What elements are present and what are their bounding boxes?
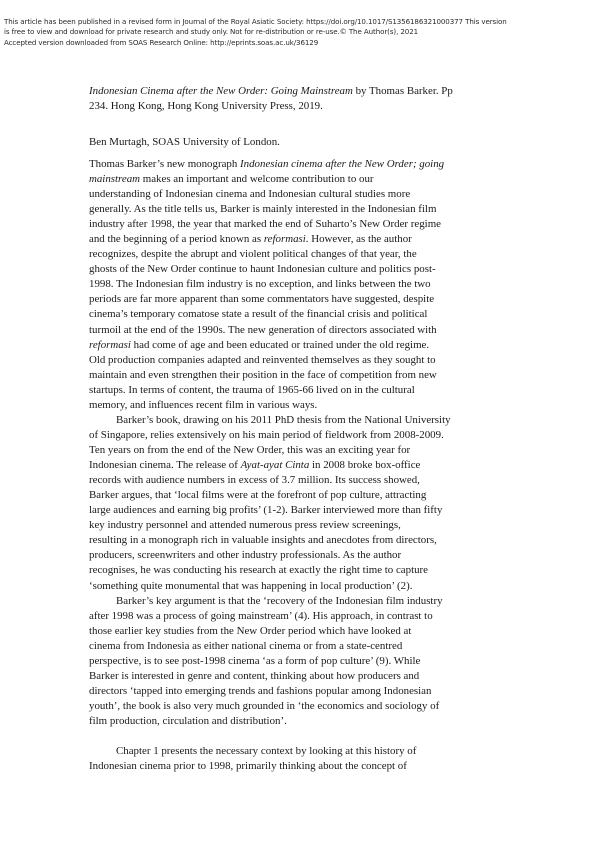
- text-line: industry after 1998, the year that marked the end of Suharto’s New Order regime: [89, 218, 442, 231]
- text-line: memory, and influences recent film in various ways.: [89, 398, 318, 411]
- citation-publisher: 234. Hong Kong, Hong Kong University Press, 2019.: [89, 100, 323, 113]
- text-line: perspective, is to see post-1998 cinema ‘as a form of pop culture’ (9). While: [89, 655, 421, 668]
- text-line: startups. In terms of content, the trauma of 1965-66 lived on in the cultural: [89, 383, 415, 396]
- publication-notice: [4, 17, 592, 48]
- book-citation: [89, 84, 519, 114]
- text-span: makes an important and welcome contribution to our: [140, 173, 374, 186]
- text-line: film production, circulation and distribution’.: [89, 715, 287, 728]
- text-span: in 2008 broke box-office: [309, 459, 421, 472]
- notice-line: is free to view and download for private research and study only. Not for re-distribution or re-use.© The Author(s), 2021: [4, 27, 419, 37]
- text-line: records with audience numbers in excess of 3.7 million. Its success showed,: [89, 474, 420, 487]
- text-line: periods are far more apparent than some commentators have suggested, despite: [89, 293, 435, 306]
- text-line: cinema from Indonesia as either national cinema or from a state-centred: [89, 640, 403, 653]
- text-line: Ten years on from the end of the New Order, this was an exciting year for: [89, 444, 411, 457]
- text-line: Indonesian cinema prior to 1998, primarily thinking about the concept of: [89, 760, 407, 773]
- text-line: generally. As the title tells us, Barker is mainly interested in the Indonesian film: [89, 203, 437, 216]
- book-title: Indonesian Cinema after the New Order: Going Mainstream: [89, 85, 353, 97]
- text-line: Barker argues, that ‘local films were at the forefront of pop culture, attracting: [89, 489, 427, 502]
- text-span: had come of age and been educated or trained under the old regime.: [130, 338, 430, 351]
- text-line: cinema’s temporary comatose state a result of the financial crisis and political: [89, 308, 428, 321]
- paragraph-2: [89, 413, 519, 594]
- text-span: Thomas Barker’s new monograph: [89, 158, 241, 170]
- text-line: large audiences and earning big profits’ (1-2). Barker interviewed more than fifty: [89, 504, 443, 517]
- text-line: Chapter 1 presents the necessary context by looking at this history of: [116, 745, 417, 757]
- paragraph-1: [89, 157, 519, 413]
- text-line: ‘something quite monumental that was happening in local production’ (2).: [89, 579, 413, 592]
- text-line: key industry personnel and attended numerous press review screenings,: [89, 519, 401, 532]
- text-span: . However, as the author: [305, 233, 412, 246]
- italic-term: reformasi: [263, 233, 306, 246]
- text-line: producers, screenwriters and other industry professionals. As the author: [89, 549, 402, 562]
- text-line: 1998. The Indonesian film industry is no exception, and links between the two: [89, 278, 431, 291]
- text-line: youth’, the book is also very much grounded in ‘the economics and sociology of: [89, 700, 440, 713]
- italic-title: Indonesian cinema after the New Order; going: [240, 158, 445, 170]
- italic-title: mainstream: [89, 173, 141, 186]
- italic-term: reformasi: [89, 338, 131, 351]
- citation-details: by Thomas Barker. Pp: [352, 85, 453, 97]
- text-line: maintain and even strengthen their position in the face of competition from new: [89, 368, 437, 381]
- text-line: of Singapore, relies extensively on his main period of fieldwork from 2008-2009.: [89, 429, 444, 442]
- paragraph-4: [89, 744, 519, 774]
- text-line: recognises, he was conducting his research at exactly the right time to capture: [89, 564, 428, 577]
- notice-line: Accepted version downloaded from SOAS Research Online: http://eprints.soas.ac.uk/36129: [4, 37, 319, 47]
- text-span: and the beginning of a period known as: [89, 233, 264, 246]
- text-line: Barker is interested in genre and content, thinking about how producers and: [89, 670, 420, 683]
- text-line: turmoil at the end of the 1990s. The new generation of directors associated with: [89, 323, 437, 336]
- italic-film-title: Ayat-ayat Cinta: [240, 459, 310, 472]
- text-line: Barker’s key argument is that the ‘recovery of the Indonesian film industry: [116, 595, 443, 607]
- paragraph-3: [89, 594, 519, 729]
- text-line: Barker’s book, drawing on his 2011 PhD thesis from the National University: [116, 414, 451, 426]
- text-line: understanding of Indonesian cinema and Indonesian cultural studies more: [89, 188, 411, 201]
- text-line: ghosts of the New Order continue to haunt Indonesian culture and politics post-: [89, 263, 436, 276]
- text-line: resulting in a monograph rich in valuable insights and anecdotes from directors,: [89, 534, 437, 547]
- text-line: directors ‘tapped into emerging trends and fashions popular among Indonesian: [89, 685, 432, 698]
- reviewer-line: [89, 135, 519, 150]
- text-line: Old production companies adapted and reinvented themselves as they sought to: [89, 353, 436, 366]
- text-line: those earlier key studies from the New Order period which have looked at: [89, 625, 412, 638]
- text-span: Indonesian cinema. The release of: [89, 459, 241, 472]
- reviewer-name: Ben Murtagh, SOAS University of London.: [89, 136, 280, 148]
- text-line: after 1998 was a process of going mainstream’ (4). His approach, in contrast to: [89, 610, 433, 623]
- text-line: recognizes, despite the abrupt and violent political changes of that year, the: [89, 248, 417, 261]
- notice-line: This article has been published in a revised form in Journal of the Royal Asiatic Society: https://doi.org/10.1017/S1356186321000377 This version: [4, 17, 507, 26]
